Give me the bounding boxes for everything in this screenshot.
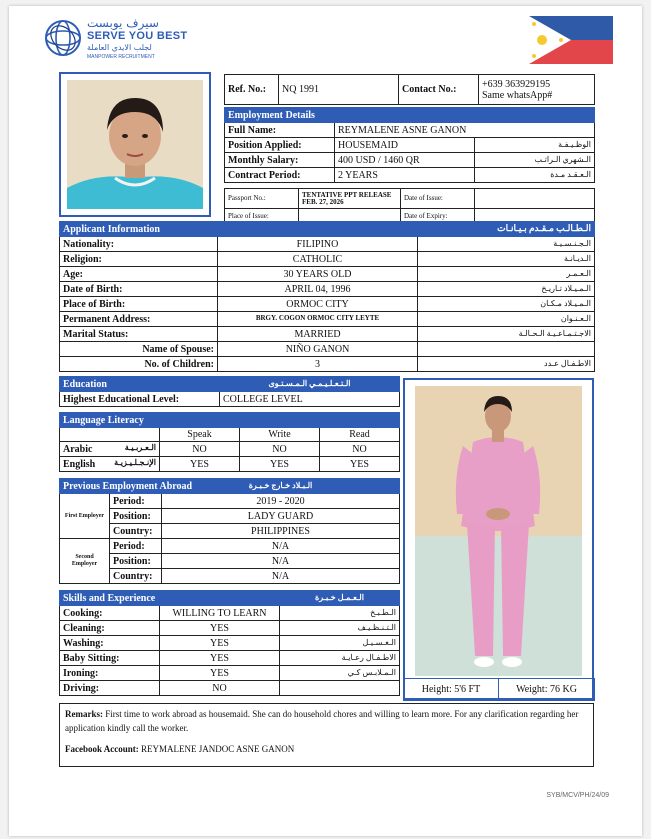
arabic-read: NO [320,442,400,457]
nationality-value: FILIPINO [218,237,418,252]
english-language-label: English [63,458,96,470]
passport-table [224,188,595,225]
facebook-value: REYMALENE JANDOC ASNE GANON [141,744,295,754]
previous-employment-table [59,478,400,584]
first-period-value: 2019 - 2020 [162,494,400,509]
children-label: No. of Children: [60,357,218,372]
table-row [60,651,400,666]
pob-value: ORMOC CITY [218,297,418,312]
applicant-table [59,221,595,372]
second-country-value: N/A [162,569,400,584]
english-write: YES [240,457,320,472]
second-position-label: Position: [110,554,162,569]
height-label: Height: [421,684,452,695]
logo-sub-arabic: لجلب الايدي العاملة [87,43,152,52]
position-label: Position Applied: [225,138,335,153]
logo-sub: MANPOWER RECRUITMENT [87,54,155,60]
remarks-text: First time to work abroad as housemaid. She can do household chores and willing to learn more. For any clarification regarding her application kindly call the worker. [65,709,579,733]
table-row [60,681,400,696]
expiry-label: Date of Expiry: [401,209,475,225]
logo-arabic: سيرف يوبست [87,16,159,30]
second-country-label: Country: [110,569,162,584]
marital-value: MARRIED [218,327,418,342]
position-value: HOUSEMAID [335,138,475,153]
weight-cell [499,679,595,701]
table-row [60,267,595,282]
second-period-value: N/A [162,539,400,554]
table-row [60,312,595,327]
driving-label: Driving: [60,681,160,696]
marital-label: Marital Status: [60,327,218,342]
table-row [60,621,400,636]
skills-title-arabic: الـعـمـل خـبـرة [280,591,400,606]
table-row [60,357,595,372]
applicant-full-body-photo [415,386,582,676]
address-label: Permanent Address: [60,312,218,327]
babysitting-value: YES [160,651,280,666]
applicant-title: Applicant Information [60,222,418,237]
height-value: 5'6 FT [454,684,481,695]
contract-label: Contract Period: [225,168,335,183]
cleaning-arabic: الـتـنـظـيـف [280,621,400,636]
contact-cell [479,75,595,105]
spouse-value: NIÑO GANON [218,342,418,357]
logo-brand: SERVE YOU BEST [87,30,188,42]
footer-code: SYB/MCV/PH/24/09 [546,792,609,799]
table-row [60,237,595,252]
arabic-language-cell [60,442,160,457]
language-title: Language Literacy [60,413,400,428]
english-read: YES [320,457,400,472]
dob-arabic: الـمـيـلاد تـاريـخ [418,282,595,297]
cooking-arabic: الـطـبـخ [280,606,400,621]
education-value: COLLEGE LEVEL [220,392,400,407]
driving-value: NO [160,681,280,696]
first-country-label: Country: [110,524,162,539]
table-row [60,342,595,357]
cooking-label: Cooking: [60,606,160,621]
contact-value: +639 363929195 [482,78,551,90]
full-name-value: REYMALENE ASNE GANON [335,123,595,138]
skills-table [59,590,400,696]
education-title-arabic: الـتـعـلـيـمـي الـمـسـتـوى [220,377,400,392]
driving-arabic [280,681,400,696]
employment-table [224,107,595,183]
religion-value: CATHOLIC [218,252,418,267]
age-value: 30 YEARS OLD [218,267,418,282]
table-row [60,636,400,651]
remarks-label: Remarks: [65,709,103,719]
facebook-label: Facebook Account: [65,744,139,754]
weight-value: 76 KG [549,684,577,695]
first-period-label: Period: [110,494,162,509]
second-period-label: Period: [110,539,162,554]
issue-date-label: Date of Issue: [401,189,475,209]
passport-label: Passport No.: [225,189,299,209]
pob-label: Place of Birth: [60,297,218,312]
religion-label: Religion: [60,252,218,267]
place-issue-label: Place of Issue: [225,209,299,225]
washing-value: YES [160,636,280,651]
applicant-title-arabic: الـطـالـب مـقـدم بـيـانـات [418,222,595,237]
contact-label: Contact No.: [399,75,479,105]
table-row [60,457,400,472]
children-value: 3 [218,357,418,372]
nationality-label: Nationality: [60,237,218,252]
education-title: Education [60,377,220,392]
cleaning-value: YES [160,621,280,636]
passport-value: TENTATIVE PPT RELEASE FEB. 27, 2026 [299,189,401,209]
arabic-write: NO [240,442,320,457]
table-row [60,606,400,621]
full-body-photo-frame [403,378,594,700]
age-arabic: الـعـمـر [418,267,595,282]
dob-value: APRIL 04, 1996 [218,282,418,297]
read-header: Read [320,428,400,442]
arabic-language-label: Arabic [63,443,93,455]
ref-label: Ref. No.: [225,75,279,105]
ironing-arabic: الـمـلابـس كـي [280,666,400,681]
table-row [60,252,595,267]
ironing-value: YES [160,666,280,681]
height-cell [404,679,499,701]
contract-value: 2 YEARS [335,168,475,183]
first-position-value: LADY GUARD [162,509,400,524]
table-row [60,442,400,457]
address-value: BRGY. COGON ORMOC CITY LEYTE [218,312,418,327]
speak-header: Speak [160,428,240,442]
write-header: Write [240,428,320,442]
first-employer-label: First Employer [60,494,110,539]
religion-arabic: الـديـانـة [418,252,595,267]
education-label: Highest Educational Level: [60,392,220,407]
english-language-cell [60,457,160,472]
washing-label: Washing: [60,636,160,651]
children-arabic: الاطـفـال عـدد [418,357,595,372]
body-measurements-table [403,678,595,701]
age-label: Age: [60,267,218,282]
previous-title-arabic: الـبـلاد خـارج خـبـرة [162,479,400,494]
table-row [60,282,595,297]
marital-arabic: الاجـتـمـاعـيـة الـحـالـة [418,327,595,342]
remarks-box [59,703,594,767]
dob-label: Date of Birth: [60,282,218,297]
contract-arabic: الـعـقـد مـدة [475,168,595,183]
full-name-label: Full Name: [225,123,335,138]
cleaning-label: Cleaning: [60,621,160,636]
arabic-speak: NO [160,442,240,457]
cooking-value: WILLING TO LEARN [160,606,280,621]
education-table [59,376,400,407]
salary-label: Monthly Salary: [225,153,335,168]
ref-value: NQ 1991 [279,75,399,105]
reference-table [224,74,595,105]
arabic-language-arabic: الـعـربـيـة [124,442,156,452]
company-logo [43,16,203,62]
pob-arabic: الـمـيـلاد مـكـان [418,297,595,312]
first-country-value: PHILIPPINES [162,524,400,539]
facebook-line [65,743,588,757]
english-speak: YES [160,457,240,472]
salary-arabic: الـشهري الـراتـب [475,153,595,168]
contact-note: Same whatsApp# [482,89,553,101]
second-position-value: N/A [162,554,400,569]
table-row [60,327,595,342]
babysitting-arabic: الاطـفـال رعـايـة [280,651,400,666]
previous-title: Previous Employment Abroad [60,479,162,494]
position-arabic: الوظـيـفـة [475,138,595,153]
address-arabic: الـعـنـوان [418,312,595,327]
employment-title: Employment Details [225,108,595,123]
skills-title: Skills and Experience [60,591,280,606]
table-row [60,297,595,312]
spouse-arabic [418,342,595,357]
language-header-blank [60,428,160,442]
applicant-face-photo [67,80,203,209]
issue-date-value [475,189,595,209]
english-language-arabic: الإنـجـلـيـزيـة [114,457,156,467]
washing-arabic: الـغـسـيـل [280,636,400,651]
nationality-arabic: الـجـنـسـيـة [418,237,595,252]
language-table [59,412,400,472]
philippine-flag-icon [529,16,613,64]
second-employer-label: Second Employer [60,539,110,584]
weight-label: Weight: [516,684,548,695]
spouse-label: Name of Spouse: [60,342,218,357]
cv-page [9,6,642,836]
ironing-label: Ironing: [60,666,160,681]
table-row [60,666,400,681]
salary-value: 400 USD / 1460 QR [335,153,475,168]
logo-emblem-icon [43,18,83,58]
applicant-photo-frame [59,72,211,217]
babysitting-label: Baby Sitting: [60,651,160,666]
remarks-text-block [65,708,588,735]
first-position-label: Position: [110,509,162,524]
